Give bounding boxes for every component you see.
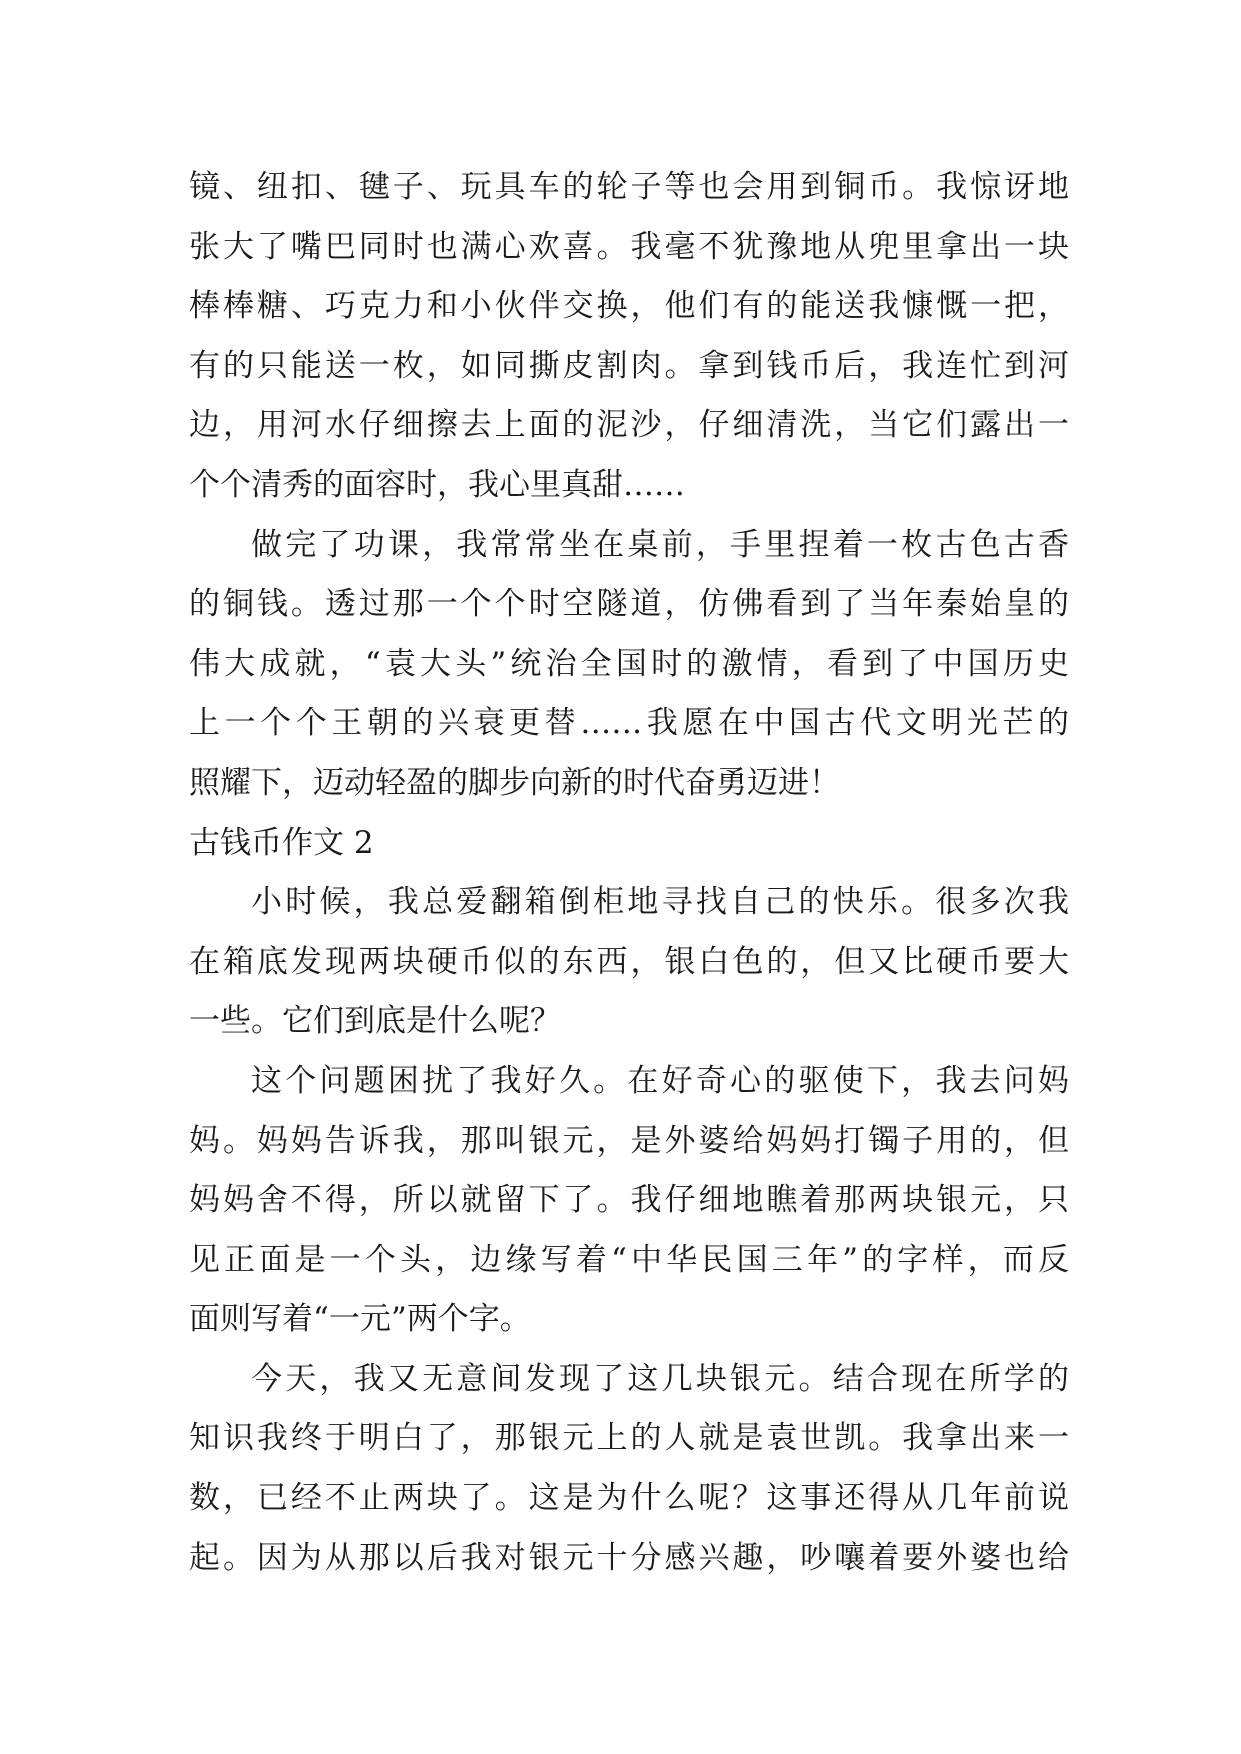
text-line: 在箱底发现两块硬币似的东西，银白色的，但又比硬币要大 <box>189 943 1069 980</box>
paragraph-4 <box>189 1052 1069 1350</box>
text-line: 妈妈舍不得，所以就留下了。我仔细地瞧着那两块银元，只 <box>189 1182 1069 1219</box>
text-line: 镜、纽扣、毽子、玩具车的轮子等也会用到铜币。我惊讶地 <box>189 169 1069 205</box>
text-line: 个个清秀的面容时，我心里真甜…… <box>189 466 685 503</box>
text-line: 照耀下，迈动轻盈的脚步向新的时代奋勇迈进！ <box>189 764 840 801</box>
text-line: 张大了嘴巴同时也满心欢喜。我毫不犹豫地从兜里拿出一块 <box>189 228 1069 265</box>
text-line: 小时候，我总爱翻箱倒柜地寻找自己的快乐。很多次我 <box>251 884 1069 921</box>
text-line: 边，用河水仔细擦去上面的泥沙，仔细清洗，当它们露出一 <box>189 407 1069 444</box>
text-line: 知识我终于明白了，那银元上的人就是袁世凯。我拿出来一 <box>189 1420 1069 1457</box>
text-line: 上一个个王朝的兴衰更替……我愿在中国古代文明光芒的 <box>189 705 1069 742</box>
text-line: 棒棒糖、巧克力和小伙伴交换，他们有的能送我慷慨一把， <box>189 288 1069 325</box>
paragraph-3 <box>189 873 1069 1052</box>
text-line: 伟大成就，“袁大头”统治全国时的激情，看到了中国历史 <box>189 645 1069 682</box>
text-line: 数，已经不止两块了。这是为什么呢？这事还得从几年前说 <box>189 1480 1069 1517</box>
text-line: 面则写着“一元”两个字。 <box>189 1301 531 1338</box>
text-line: 今天，我又无意间发现了这几块银元。结合现在所学的 <box>251 1360 1069 1397</box>
text-line: 一些。它们到底是什么呢？ <box>189 1003 561 1040</box>
text-line: 这个问题困扰了我好久。在好奇心的驱使下，我去问妈 <box>251 1062 1069 1099</box>
text-line: 做完了功课，我常常坐在桌前，手里捏着一枚古色古香 <box>251 526 1069 563</box>
paragraph-5 <box>189 1350 1069 1588</box>
text-line: 见正面是一个头，边缘写着“中华民国三年”的字样，而反 <box>189 1241 1069 1278</box>
text-line: 的铜钱。透过那一个个时空隧道，仿佛看到了当年秦始皇的 <box>189 586 1069 623</box>
text-line: 起。因为从那以后我对银元十分感兴趣，吵嚷着要外婆也给 <box>189 1539 1069 1576</box>
text-line: 有的只能送一枚，如同撕皮割肉。拿到钱币后，我连忙到河 <box>189 347 1069 384</box>
text-line: 妈。妈妈告诉我，那叫银元，是外婆给妈妈打镯子用的，但 <box>189 1122 1069 1159</box>
body-text <box>189 158 1069 1588</box>
section-heading: 古钱币作文 2 <box>189 824 374 861</box>
paragraph-2 <box>189 516 1069 814</box>
paragraph-1 <box>189 158 1069 516</box>
